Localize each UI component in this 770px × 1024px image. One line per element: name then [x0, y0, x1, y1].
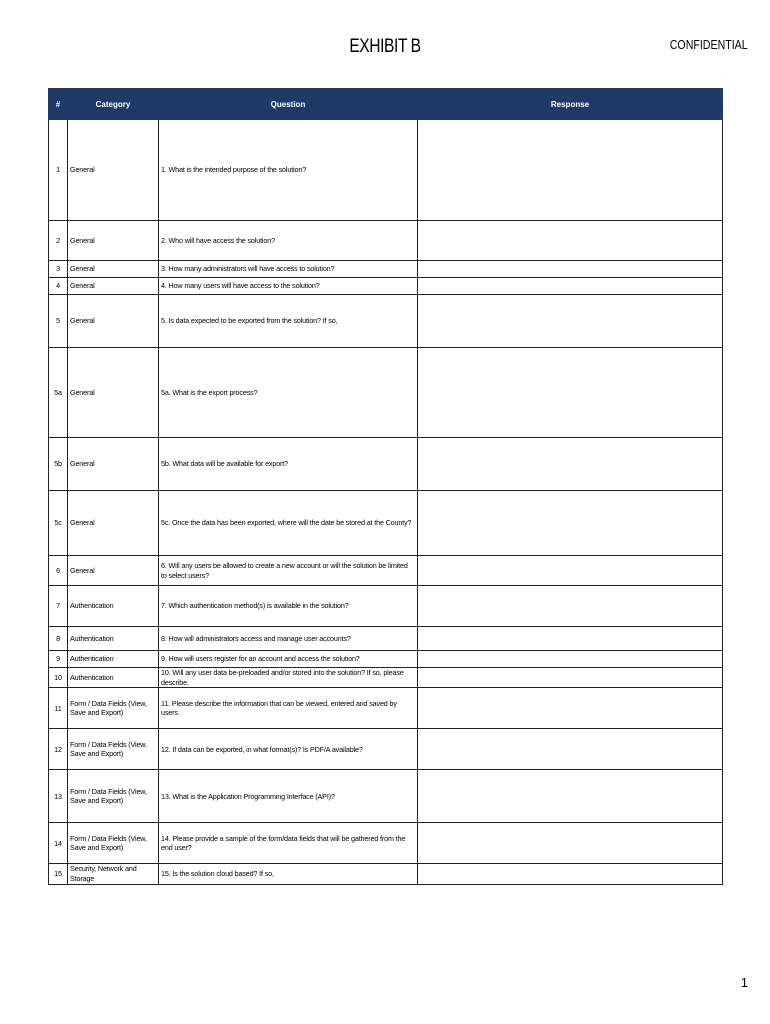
- row-number-cell: 9: [49, 651, 68, 668]
- table-row: [49, 278, 723, 295]
- column-header-question: Question: [159, 89, 418, 120]
- table-row: [49, 651, 723, 668]
- table-row: [49, 823, 723, 864]
- table-row: [49, 491, 723, 556]
- row-question-cell: 5a. What is the export process?: [159, 348, 418, 438]
- row-response-cell[interactable]: [418, 770, 723, 823]
- row-response-cell[interactable]: [418, 864, 723, 884]
- table-row: [49, 729, 723, 770]
- row-category-cell: General: [68, 278, 159, 295]
- row-category-cell: Authentication: [68, 627, 159, 651]
- row-category-cell: General: [68, 221, 159, 261]
- row-number-cell: 10: [49, 668, 68, 688]
- row-number-cell: 2: [49, 221, 68, 261]
- table-row: [49, 438, 723, 491]
- row-question-cell: 9. How will users register for an account and access the solution?: [159, 651, 418, 668]
- row-response-cell[interactable]: [418, 688, 723, 729]
- row-number-cell: 7: [49, 586, 68, 627]
- table-row: [49, 120, 723, 221]
- row-question-cell: 8. How will administrators access and manage user accounts?: [159, 627, 418, 651]
- table-row: [49, 864, 723, 884]
- confidential-label: CONFIDENTIAL: [670, 38, 748, 52]
- table-row: [49, 668, 723, 688]
- row-question-cell: 5b. What data will be available for export?: [159, 438, 418, 491]
- row-question-cell: 1. What is the intended purpose of the solution?: [159, 120, 418, 221]
- row-category-cell: General: [68, 491, 159, 556]
- row-number-cell: 14: [49, 823, 68, 864]
- row-category-cell: General: [68, 120, 159, 221]
- row-question-cell: 2. Who will have access the solution?: [159, 221, 418, 261]
- row-category-cell: General: [68, 438, 159, 491]
- row-question-cell: 10. Will any user data be-preloaded and/or stored into the solution? If so, please describe.: [159, 668, 418, 688]
- row-response-cell[interactable]: [418, 668, 723, 688]
- table-row: [49, 261, 723, 278]
- row-question-cell: 13. What is the Application Programming Interface (API)?: [159, 770, 418, 823]
- row-number-cell: 15: [49, 864, 68, 884]
- row-response-cell[interactable]: [418, 438, 723, 491]
- row-response-cell[interactable]: [418, 261, 723, 278]
- row-number-cell: 12: [49, 729, 68, 770]
- row-category-cell: Authentication: [68, 668, 159, 688]
- row-category-cell: Form / Data Fields (View, Save and Export): [68, 770, 159, 823]
- column-header-category: Category: [68, 89, 159, 120]
- row-question-cell: 3. How many administrators will have access to solution?: [159, 261, 418, 278]
- row-category-cell: General: [68, 261, 159, 278]
- table-row: [49, 627, 723, 651]
- row-response-cell[interactable]: [418, 221, 723, 261]
- row-response-cell[interactable]: [418, 729, 723, 770]
- table-row: [49, 295, 723, 348]
- row-response-cell[interactable]: [418, 491, 723, 556]
- column-header-response: Response: [418, 89, 723, 120]
- row-question-cell: 5. Is data expected to be exported from the solution? If so,: [159, 295, 418, 348]
- row-category-cell: Form / Data Fields (View, Save and Export): [68, 729, 159, 770]
- row-question-cell: 5c. Once the data has been exported, where will the date be stored at the County?: [159, 491, 418, 556]
- row-response-cell[interactable]: [418, 627, 723, 651]
- row-response-cell[interactable]: [418, 823, 723, 864]
- row-question-cell: 6. Will any users be allowed to create a new account or will the solution be limited to select users?: [159, 556, 418, 586]
- row-number-cell: 13: [49, 770, 68, 823]
- row-response-cell[interactable]: [418, 295, 723, 348]
- table-row: [49, 770, 723, 823]
- row-category-cell: General: [68, 295, 159, 348]
- table-row: [49, 586, 723, 627]
- row-response-cell[interactable]: [418, 278, 723, 295]
- row-category-cell: General: [68, 348, 159, 438]
- row-response-cell[interactable]: [418, 586, 723, 627]
- row-number-cell: 8: [49, 627, 68, 651]
- row-category-cell: Security, Network and Storage: [68, 864, 159, 884]
- table-row: [49, 348, 723, 438]
- row-category-cell: Form / Data Fields (View, Save and Export): [68, 823, 159, 864]
- row-question-cell: 7. Which authentication method(s) is available in the solution?: [159, 586, 418, 627]
- row-question-cell: 4. How many users will have access to the solution?: [159, 278, 418, 295]
- row-question-cell: 15. Is the solution cloud based? If so,: [159, 864, 418, 884]
- row-category-cell: General: [68, 556, 159, 586]
- page-number: 1: [740, 975, 748, 990]
- row-category-cell: Authentication: [68, 586, 159, 627]
- row-number-cell: 5: [49, 295, 68, 348]
- row-question-cell: 11. Please describe the information that can be viewed, entered and saved by users.: [159, 688, 418, 729]
- row-response-cell[interactable]: [418, 651, 723, 668]
- table-header-row: [49, 89, 723, 120]
- questionnaire-table: [48, 88, 723, 885]
- row-number-cell: 11: [49, 688, 68, 729]
- row-question-cell: 14. Please provide a sample of the form/data fields that will be gathered from the end user?: [159, 823, 418, 864]
- document-title: EXHIBIT B: [349, 36, 421, 57]
- row-number-cell: 6: [49, 556, 68, 586]
- row-number-cell: 3: [49, 261, 68, 278]
- table-row: [49, 556, 723, 586]
- row-response-cell[interactable]: [418, 348, 723, 438]
- row-number-cell: 5a: [49, 348, 68, 438]
- row-category-cell: Form / Data Fields (View, Save and Export): [68, 688, 159, 729]
- row-number-cell: 5b: [49, 438, 68, 491]
- column-header-number: #: [49, 89, 68, 120]
- table-row: [49, 688, 723, 729]
- table-row: [49, 221, 723, 261]
- row-category-cell: Authentication: [68, 651, 159, 668]
- row-number-cell: 4: [49, 278, 68, 295]
- row-number-cell: 5c: [49, 491, 68, 556]
- row-question-cell: 12. If data can be exported, in what format(s)? Is PDF/A available?: [159, 729, 418, 770]
- table-body: [49, 120, 723, 885]
- row-number-cell: 1: [49, 120, 68, 221]
- row-response-cell[interactable]: [418, 556, 723, 586]
- row-response-cell[interactable]: [418, 120, 723, 221]
